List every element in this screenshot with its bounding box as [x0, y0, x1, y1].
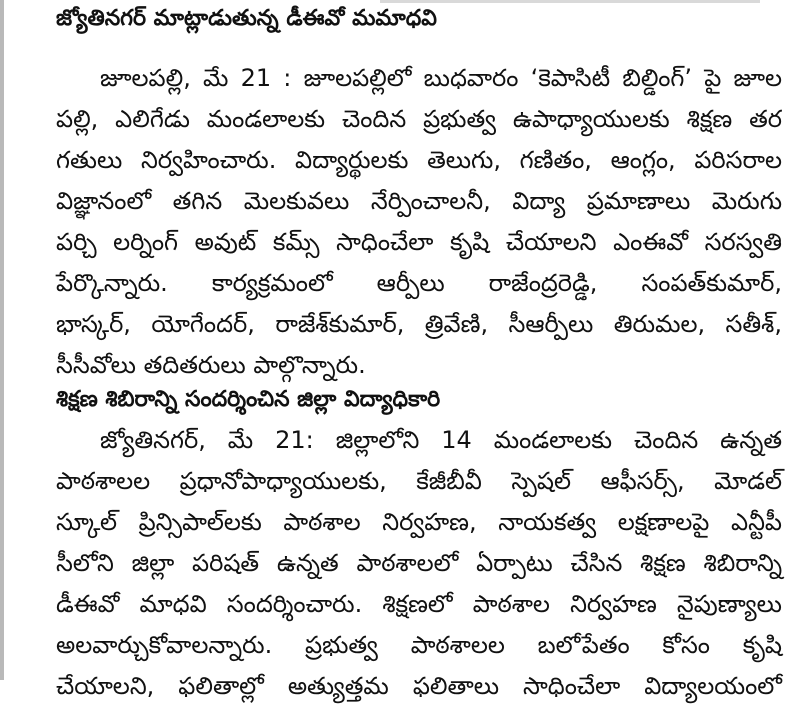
- article2-line: పాఠశాలల ప్రధానోపాధ్యాయులకు, కేజీబీవీ స్పెషల్ ఆఫీసర్స్, మోడల్: [56, 467, 782, 495]
- article1-line: జూలపల్లి, మే 21 : జూలపల్లిలో బుధవారం ‘కెపాసిటీ బిల్డింగ్’ పై జూల: [100, 64, 782, 92]
- article1-line: సీసీవోలు తదితరులు పాల్గొన్నారు.: [56, 351, 366, 379]
- article1-headline: జ్యోతినగర్ మాట్లాడుతున్న డీఈవో మమాధవి: [56, 6, 437, 31]
- article2-line: జ్యోతినగర్, మే 21: జిల్లాలోని 14 మండలాలకు చెందిన ఉన్నత: [100, 426, 782, 454]
- article2-body: [56, 420, 782, 700]
- article1-line: పేర్కొన్నారు. కార్యక్రమంలో ఆర్పీలు రాజేంద్రరెడ్డి, సంపత్‌కుమార్,: [56, 269, 782, 297]
- page-left-border: [0, 0, 4, 680]
- article2-line-cut: చేయాలని, ఫలితాల్లో అత్యుత్తమ ఫలితాలు సాధించేలా విద్యాలయంలో: [56, 672, 782, 700]
- article-capacity-building: [56, 4, 782, 34]
- article1-line: భాస్కర్, యోగేందర్, రాజేశ్‌కుమార్, త్రివేణి, సీఆర్పీలు తిరుమల, సతీశ్,: [56, 310, 782, 338]
- article1-line: విజ్ఞానంలో తగిన మెలకువలు నేర్పించాలనీ, విద్యా ప్రమాణాలు మెరుగు: [56, 187, 782, 215]
- article2-line: స్కూల్ ప్రిన్సిపాల్‌లకు పాఠశాల నిర్వహణ, నాయకత్వ లక్షణాలపై ఎన్టీపీ: [56, 508, 782, 536]
- article2-headline: శిక్షణ శిబిరాన్ని సందర్శించిన జిల్లా విద్యాధికారి: [56, 387, 441, 412]
- article-training-camp: [56, 385, 782, 415]
- article1-line: పర్చి లర్నింగ్ అవుట్ కమ్స్ సాధించేలా కృషి చేయాలని ఎంఈవో సరస్వతి: [56, 228, 782, 256]
- article2-line: డీఈవో మాధవి సందర్శించారు. శిక్షణలో పాఠశాల నిర్వహణ నైపుణ్యాలు: [56, 590, 782, 618]
- article2-line: అలవార్చుకోవాలన్నారు. ప్రభుత్వ పాఠశాలల బలోపేతం కోసం కృషి: [56, 631, 782, 659]
- article2-line: సీలోని జిల్లా పరిషత్ ఉన్నత పాఠశాలలో ఏర్పాటు చేసిన శిక్షణ శిబిరాన్ని: [56, 549, 782, 577]
- article1-line: గతులు నిర్వహించారు. విద్యార్థులకు తెలుగు, గణితం, ఆంగ్లం, పరిసరాల: [56, 146, 782, 174]
- article1-line: పల్లి, ఎలిగేడు మండలాలకు చెందిన ప్రభుత్వ ఉపాధ్యాయులకు శిక్షణ తర: [56, 105, 782, 133]
- article1-body: [56, 58, 782, 386]
- previous-article-bleed: [380, 0, 760, 3]
